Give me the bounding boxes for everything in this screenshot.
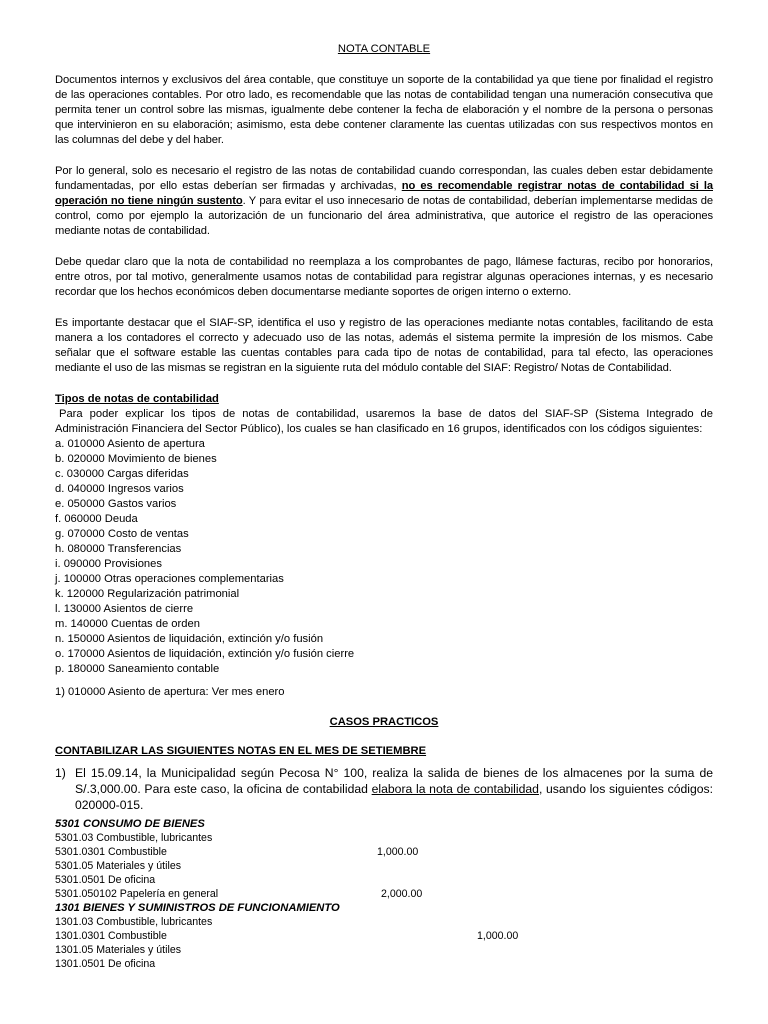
case-1-underlined: elabora la nota de contabilidad bbox=[371, 782, 539, 796]
account-row bbox=[55, 887, 713, 901]
case-1 bbox=[55, 765, 713, 813]
account-label: 5301.03 Combustible, lubricantes bbox=[55, 832, 213, 844]
paragraph-clarification: Debe quedar claro que la nota de contabilidad no reemplaza a los comprobantes de pago, llámese facturas, recibo por honorarios, entre otros, por tal motivo, generalmente usamos notas de contabilidad para registrar algunas operaciones internas, y es necesario recordar que los hechos económicos deben documentarse mediante soportes de origen interno o externo. bbox=[55, 256, 713, 298]
accounting-entries bbox=[55, 817, 713, 971]
account-row bbox=[55, 929, 713, 943]
paragraph-registration bbox=[55, 164, 713, 239]
list-item: i. 090000 Provisiones bbox=[55, 558, 162, 570]
list-item: h. 080000 Transferencias bbox=[55, 543, 182, 555]
account-label: 5301.0301 Combustible bbox=[55, 846, 167, 858]
note-type-list bbox=[55, 437, 713, 677]
list-item: m. 140000 Cuentas de orden bbox=[55, 618, 200, 630]
paragraph-siaf: Es importante destacar que el SIAF-SP, identifica el uso y registro de las operaciones mediante notas contables, facilitando de esta manera a los contadores el correcto y adecuado uso de las notas, además el sistema permite la impresión de los mismos. Cabe señalar que el software estable las cuentas contables para cada tipo de notas de contabilidad, para tal efecto, las operaciones mediante el uso de las mismas se registran en la siguiente ruta del módulo contable del SIAF: Registro/ Notas de Contabilidad. bbox=[55, 317, 713, 374]
account-row bbox=[55, 943, 713, 957]
list-item: p. 180000 Saneamiento contable bbox=[55, 663, 220, 675]
account-label: 1301.0501 De oficina bbox=[55, 958, 156, 970]
paragraph-registration-text-c: . Y para evitar el uso innecesario de notas de contabilidad, deberían implementarse medidas de control, como por ejemplo la autorización de un funcionario del área administrativa, que autorice el registro de las operaciones mediante notas de contabilidad. bbox=[55, 195, 714, 237]
account-row bbox=[55, 831, 713, 845]
account-label: 1301.0301 Combustible bbox=[55, 930, 167, 942]
document-page bbox=[55, 42, 713, 971]
account-label: 5301.050102 Papelería en general bbox=[55, 888, 219, 900]
list-item: c. 030000 Cargas diferidas bbox=[55, 468, 189, 480]
page-title: NOTA CONTABLE bbox=[337, 43, 431, 55]
credit-amount: 1,000.00 bbox=[477, 930, 519, 942]
account-label: 1301.03 Combustible, lubricantes bbox=[55, 916, 213, 928]
account-row bbox=[55, 859, 713, 873]
section-heading-tipos: Tipos de notas de contabilidad bbox=[55, 393, 219, 405]
list-item: k. 120000 Regularización patrimonial bbox=[55, 588, 240, 600]
account-row bbox=[55, 957, 713, 971]
case-1-text-c: , usando los siguientes códigos: 020000-015. bbox=[75, 782, 713, 812]
emphasized-warning: no es recomendable registrar notas de contabilidad si la operación no tiene ningún sustento bbox=[55, 180, 713, 207]
paragraph-registration-text-a: Por lo general, solo es necesario el registro de las notas de contabilidad cuando correspondan, las cuales deben estar debidamente fundamentadas, por ello estas deberían ser firmadas y archivadas, bbox=[55, 165, 713, 192]
account-heading-1301: 1301 BIENES Y SUMINISTROS DE FUNCIONAMIENTO bbox=[55, 902, 340, 914]
account-row bbox=[55, 915, 713, 929]
account-row bbox=[55, 845, 713, 859]
section-heading-casos: CASOS PRACTICOS bbox=[329, 716, 439, 728]
account-row bbox=[55, 873, 713, 887]
list-item: g. 070000 Costo de ventas bbox=[55, 528, 189, 540]
case-1-text-a: El 15.09.14, la Municipalidad según Pecosa N° 100, realiza la salida de bienes de los almacenes por la suma de S/.3,000.00. Para este caso, la oficina de contabilidad bbox=[75, 766, 713, 796]
case-1-text bbox=[75, 765, 713, 813]
list-item: o. 170000 Asientos de liquidación, extinción y/o fusión cierre bbox=[55, 648, 355, 660]
list-item: l. 130000 Asientos de cierre bbox=[55, 603, 194, 615]
debit-amount: 1,000.00 bbox=[377, 846, 419, 858]
account-heading-5301: 5301 CONSUMO DE BIENES bbox=[55, 818, 205, 830]
list-item: n. 150000 Asientos de liquidación, extinción y/o fusión bbox=[55, 633, 324, 645]
list-item: d. 040000 Ingresos varios bbox=[55, 483, 184, 495]
list-item: b. 020000 Movimiento de bienes bbox=[55, 453, 217, 465]
paragraph-definition: Documentos internos y exclusivos del área contable, que constituye un soporte de la contabilidad ya que tiene por finalidad el registro de las operaciones contables. Por otro lado, es recomendable que las notas de contabilidad tengan una numeración consecutiva que permita tener un control sobre las mismas, igualmente debe contener la fecha de elaboración y el nombre de la persona o personas que intervinieron en su elaboración; asimismo, esta debe contener claramente las cuentas utilizadas con sus respectivos montos en las columnas del debe y del haber. bbox=[55, 74, 713, 146]
debit-amount: 2,000.00 bbox=[381, 888, 423, 900]
case-1-number: 1) bbox=[55, 766, 66, 780]
list-item: j. 100000 Otras operaciones complementarias bbox=[55, 573, 284, 585]
list-item: a. 010000 Asiento de apertura bbox=[55, 438, 205, 450]
account-label: 5301.0501 De oficina bbox=[55, 874, 156, 886]
numbered-item-apertura: 1) 010000 Asiento de apertura: Ver mes enero bbox=[55, 686, 285, 698]
list-item: f. 060000 Deuda bbox=[55, 513, 138, 525]
casos-subheading: CONTABILIZAR LAS SIGUIENTES NOTAS EN EL MES DE SETIEMBRE bbox=[55, 745, 427, 757]
tipos-intro: Para poder explicar los tipos de notas de contabilidad, usaremos la base de datos del SIAF-SP (Sistema Integrado de Administración Financiera del Sector Público), los cuales se han clasificado en 16 grupos, identificados con los códigos siguientes: bbox=[55, 408, 713, 435]
list-item: e. 050000 Gastos varios bbox=[55, 498, 177, 510]
account-label: 1301.05 Materiales y útiles bbox=[55, 944, 182, 956]
account-label: 5301.05 Materiales y útiles bbox=[55, 860, 182, 872]
